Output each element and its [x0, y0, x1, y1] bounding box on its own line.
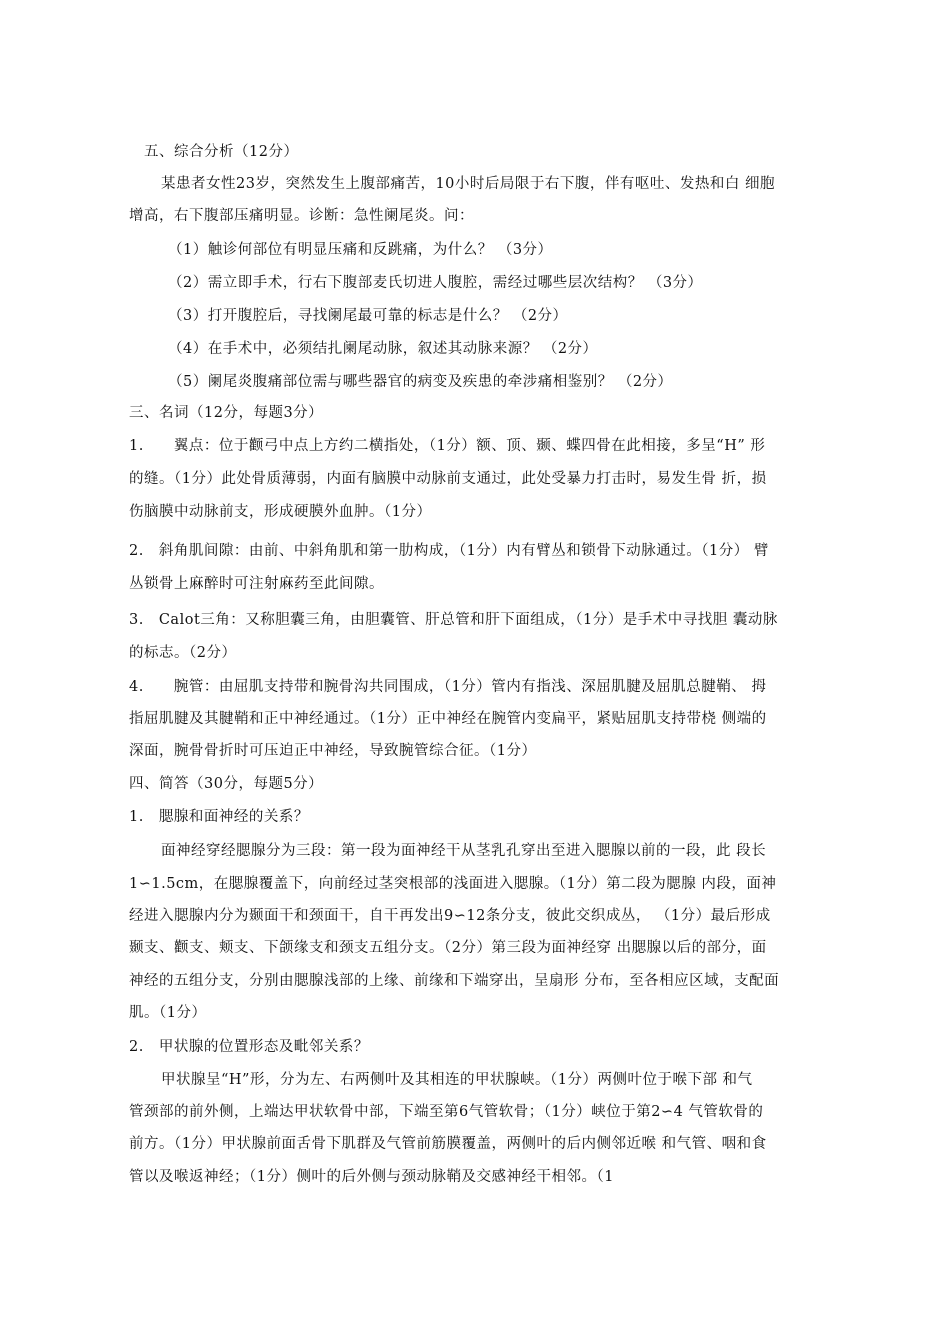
answer-1-line-5: 神经的五组分支，分别由腮腺浅部的上缘、前缘和下端穿出，呈扇形 分布，至各相应区域，支配面	[129, 973, 780, 989]
section-five-heading: 五、综合分析（12分）	[144, 144, 299, 160]
case-question-1: （1）触诊何部位有明显压痛和反跳痛，为什么？ （3分）	[168, 242, 553, 258]
answer-2-line-1: 甲状腺呈“H”形，分为左、右两侧叶及其相连的甲状腺峡。（1分）两侧叶位于喉下部 和气	[161, 1072, 753, 1088]
term-3-line-2: 的标志。（2分）	[129, 645, 237, 661]
case-description-line-2: 增高，右下腹部压痛明显。诊断：急性阑尾炎。问：	[129, 208, 474, 224]
case-question-4: （4）在手术中，必须结扎阑尾动脉，叙述其动脉来源？ （2分）	[168, 341, 598, 357]
term-4-line-3: 深面，腕骨骨折时可压迫正中神经，导致腕管综合征。（1分）	[129, 743, 537, 759]
answer-1-line-6: 肌。（1分）	[129, 1005, 207, 1021]
term-1-line-1: 1. 翼点：位于颧弓中点上方约二横指处，（1分）额、顶、颞、蝶四骨在此相接，多呈“H” 形	[129, 438, 766, 454]
term-1-line-3: 伤脑膜中动脉前支，形成硬膜外血肿。（1分）	[129, 504, 432, 520]
answer-2-line-3: 前方。（1分）甲状腺前面舌骨下肌群及气管前筋膜覆盖，两侧叶的后内侧邻近喉 和气管、咽和食	[129, 1136, 767, 1152]
section-three-heading: 三、名词（12分，每题3分）	[129, 405, 324, 421]
term-2-line-1: 2. 斜角肌间隙：由前、中斜角肌和第一肋构成，（1分）内有臂丛和锁骨下动脉通过。（1分） 臂	[129, 543, 769, 559]
answer-2-line-4: 管以及喉返神经；（1分）侧叶的后外侧与颈动脉鞘及交感神经干相邻。（1	[129, 1169, 614, 1185]
short-answer-question-1: 1. 腮腺和面神经的关系？	[129, 809, 309, 825]
term-2-line-2: 丛锁骨上麻醉时可注射麻药至此间隙。	[129, 576, 384, 592]
term-3-line-1: 3. Calot三角：又称胆囊三角，由胆囊管、肝总管和肝下面组成，（1分）是手术中寻找胆 囊动脉	[129, 612, 778, 628]
answer-1-line-1: 面神经穿经腮腺分为三段：第一段为面神经干从茎乳孔穿出至进入腮腺以前的一段，此 段长	[161, 843, 767, 859]
answer-2-line-2: 管颈部的前外侧，上端达甲状软骨中部，下端至第6气管软骨；（1分）峡位于第2∽4 气管软骨的	[129, 1104, 764, 1120]
case-question-5: （5）阑尾炎腹痛部位需与哪些器官的病变及疾患的牵涉痛相鉴别？ （2分）	[168, 374, 673, 390]
answer-1-line-3: 经进入腮腺内分为颞面干和颈面干，自干再发出9∽12条分支，彼此交织成丛， （1分）最后形成	[129, 908, 771, 924]
section-four-heading: 四、简答（30分，每题5分）	[129, 776, 324, 792]
case-question-3: （3）打开腹腔后，寻找阑尾最可靠的标志是什么？ （2分）	[168, 308, 568, 324]
case-question-2: （2）需立即手术，行右下腹部麦氏切进人腹腔，需经过哪些层次结构？ （3分）	[168, 275, 703, 291]
term-4-line-2: 指屈肌腱及其腱鞘和正中神经通过。（1分）正中神经在腕管内变扁平，紧贴屈肌支持带桡 侧端的	[129, 711, 767, 727]
short-answer-question-2: 2. 甲状腺的位置形态及毗邻关系？	[129, 1039, 369, 1055]
answer-1-line-4: 颞支、颧支、颊支、下颌缘支和颈支五组分支。（2分）第三段为面神经穿 出腮腺以后的部分，面	[129, 940, 767, 956]
term-4-line-1: 4. 腕管：由屈肌支持带和腕骨沟共同围成，（1分）管内有指浅、深屈肌腱及屈肌总腱鞘、 拇	[129, 679, 767, 695]
term-1-line-2: 的缝。（1分）此处骨质薄弱，内面有脑膜中动脉前支通过，此处受暴力打击时，易发生骨 折，损	[129, 471, 767, 487]
case-description-line-1: 某患者女性23岁，突然发生上腹部痛苦，10小时后局限于右下腹，伴有呕吐、发热和白 细胞	[161, 176, 776, 192]
answer-1-line-2: 1∽1.5cm，在腮腺覆盖下，向前经过茎突根部的浅面进入腮腺。（1分）第二段为腮腺 内段，面神	[129, 876, 777, 892]
